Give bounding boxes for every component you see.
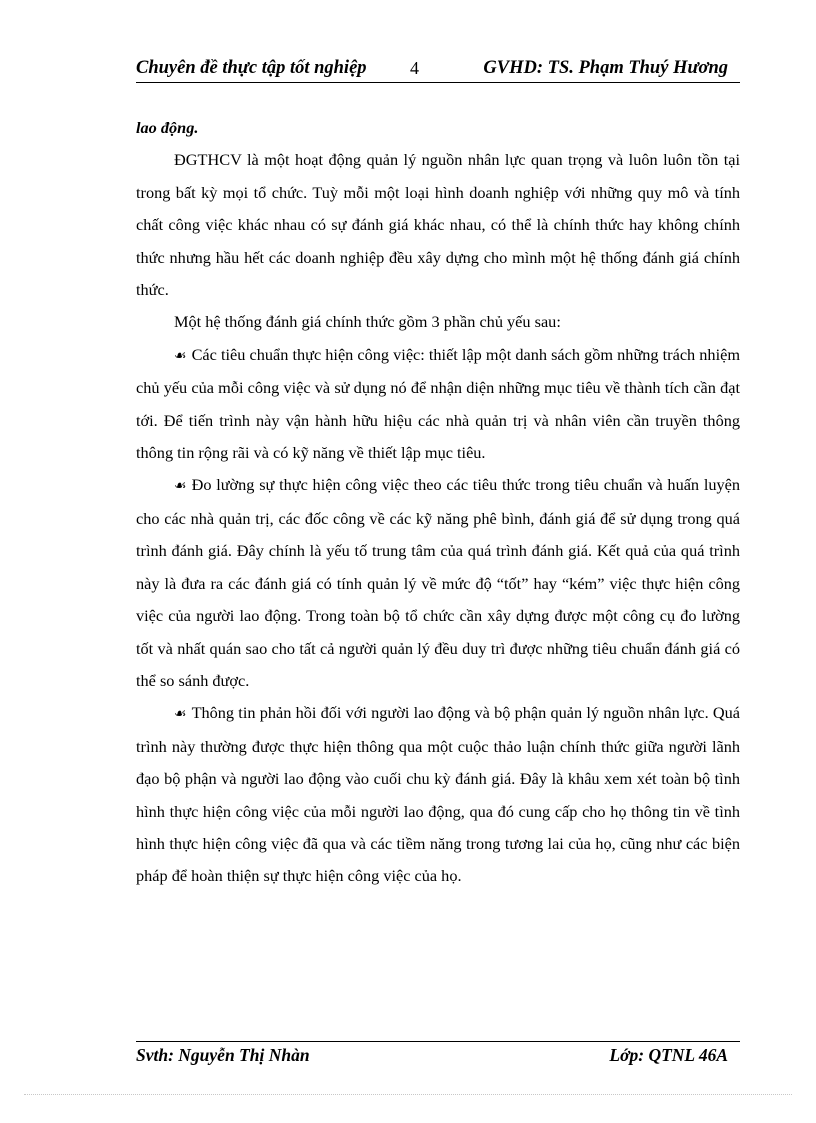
bullet-text: Đo lường sự thực hiện công việc theo các tiêu thức trong tiêu chuẩn và huấn luyện cho các nhà quản trị, các đốc công về các kỹ năng phê bình, đánh giá để sử dụng trong quá trình đánh giá. Đây chính là yếu tố trung tâm của quá trình đánh giá. Kết quả của quá trình này là đưa ra các đánh giá có tính quản lý về mức độ “tốt” hay “kém” việc thực hiện công việc của người lao động. Trong toàn bộ tổ chức cần xây dựng được một công cụ đo lường tốt và nhất quán sao cho tất cả người quản lý đều duy trì được những tiêu chuẩn đánh giá có thể so sánh được.: [136, 475, 740, 690]
bullet-item: [136, 469, 740, 697]
bullet-item: [136, 339, 740, 470]
page-number: 4: [410, 58, 419, 78]
student-name: Svth: Nguyễn Thị Nhàn: [136, 1045, 310, 1065]
bullet-icon: ☙: [174, 706, 187, 723]
paragraph: ĐGTHCV là một hoạt động quản lý nguồn nhân lực quan trọng và luôn luôn tồn tại trong bất kỳ mọi tổ chức. Tuỳ mỗi một loại hình doanh nghiệp với những quy mô và tính chất công việc khác nhau có sự đánh giá khác nhau, có thể là chính thức hay không chính thức nhưng hầu hết các doanh nghiệp đều xây dựng cho mình một hệ thống đánh giá chính thức.: [136, 150, 740, 300]
bullet-icon: ☙: [174, 478, 187, 495]
bullet-text: Các tiêu chuẩn thực hiện công việc: thiết lập một danh sách gồm những trách nhiệm chủ yếu của mỗi công việc và sử dụng nó để nhận diện những mục tiêu về thành tích cần đạt tới. Để tiến trình này vận hành hữu hiệu các nhà quản trị và nhân viên cần truyền thông thông tin rộng rãi và có kỹ năng về thiết lập mục tiêu.: [136, 344, 740, 463]
page-edge-divider: [24, 1094, 792, 1095]
bullet-icon: ☙: [174, 347, 187, 364]
thesis-title: Chuyên đề thực tập tốt nghiệp: [136, 58, 367, 78]
paragraph: Một hệ thống đánh giá chính thức gồm 3 phần chủ yếu sau:: [174, 312, 561, 332]
continued-text: lao động.: [136, 118, 199, 137]
page-header: [136, 58, 740, 83]
page-footer: [136, 1041, 740, 1071]
bullet-item: [136, 697, 740, 892]
bullet-text: Thông tin phản hồi đối với người lao động và bộ phận quản lý nguồn nhân lực. Quá trình này thường được thực hiện thông qua một cuộc thảo luận chính thức giữa người lãnh đạo bộ phận và người lao động vào cuối chu kỳ đánh giá. Đây là khâu xem xét toàn bộ tình hình thực hiện công việc của mỗi người lao động, qua đó cung cấp cho họ thông tin về tình hình thực hiện công việc đã qua và các tiềm năng trong tương lai của họ, cũng như các biện pháp để hoàn thiện sự thực hiện công việc của họ.: [136, 703, 740, 886]
document-body: [136, 112, 740, 893]
advisor-name: GVHD: TS. Phạm Thuý Hương: [483, 58, 728, 78]
class-code: Lớp: QTNL 46A: [609, 1045, 728, 1065]
